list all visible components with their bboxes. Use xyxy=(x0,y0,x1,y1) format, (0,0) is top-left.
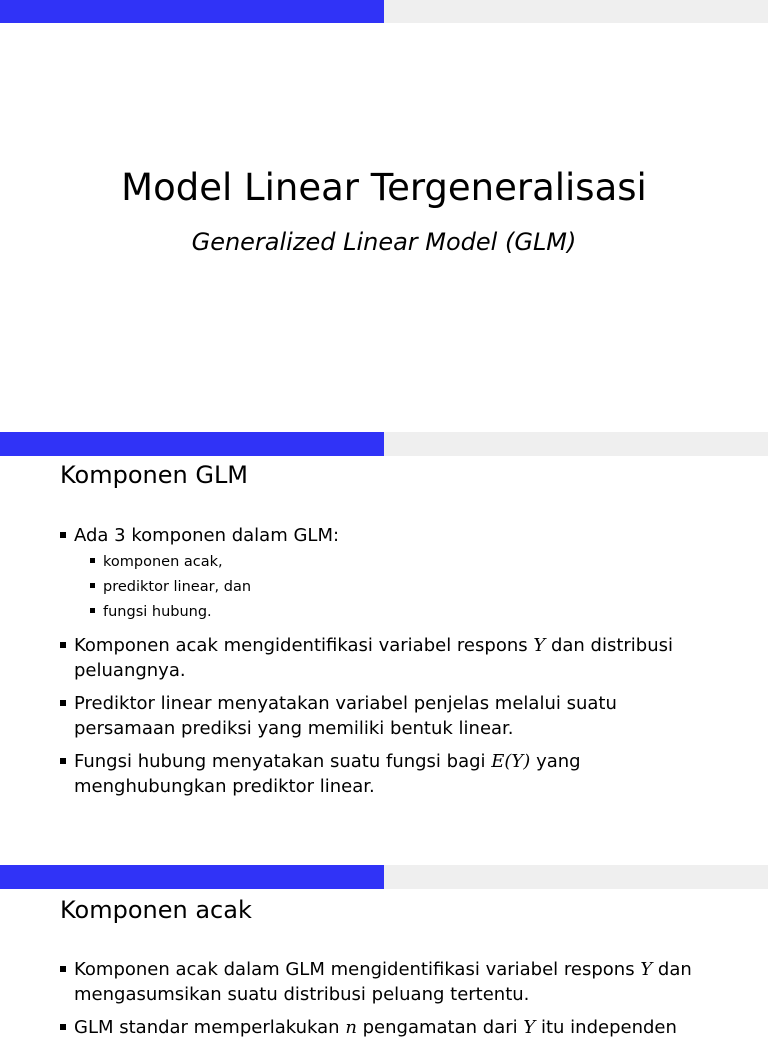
list-item: prediktor linear, dan xyxy=(90,575,720,600)
list-item: GLM standar memperlakukan n pengamatan dari Y itu independen xyxy=(60,1015,720,1040)
list-item: fungsi hubung. xyxy=(90,600,720,625)
list-item: Komponen acak dalam GLM mengidentifikasi variabel respons Y dan mengasumsikan suatu distribusi peluang tertentu. xyxy=(60,957,720,1007)
list-item: Prediktor linear menyatakan variabel penjelas melalui suatu persamaan prediksi yang memiliki bentuk linear. xyxy=(60,691,720,741)
list-item: Fungsi hubung menyatakan suatu fungsi bagi E(Y) yang menghubungkan prediktor linear. xyxy=(60,749,720,799)
bullet-list xyxy=(60,957,720,1048)
presentation-title: Model Linear Tergeneralisasi xyxy=(121,166,647,209)
frame-title: Komponen acak xyxy=(60,896,252,924)
header-bar xyxy=(0,0,768,23)
slide-3 xyxy=(0,842,768,1038)
list-item: Ada 3 komponen dalam GLM: komponen acak, prediktor linear, dan fungsi hubung. xyxy=(60,523,720,625)
list-item: Komponen acak mengidentifikasi variabel respons Y dan distribusi peluangnya. xyxy=(60,633,720,683)
slide-1 xyxy=(0,0,768,408)
bullet-list xyxy=(60,523,720,807)
slide-2 xyxy=(0,409,768,841)
presentation-subtitle: Generalized Linear Model (GLM) xyxy=(191,228,577,256)
list-item: komponen acak, xyxy=(90,550,720,575)
frame-title: Komponen GLM xyxy=(60,461,249,489)
